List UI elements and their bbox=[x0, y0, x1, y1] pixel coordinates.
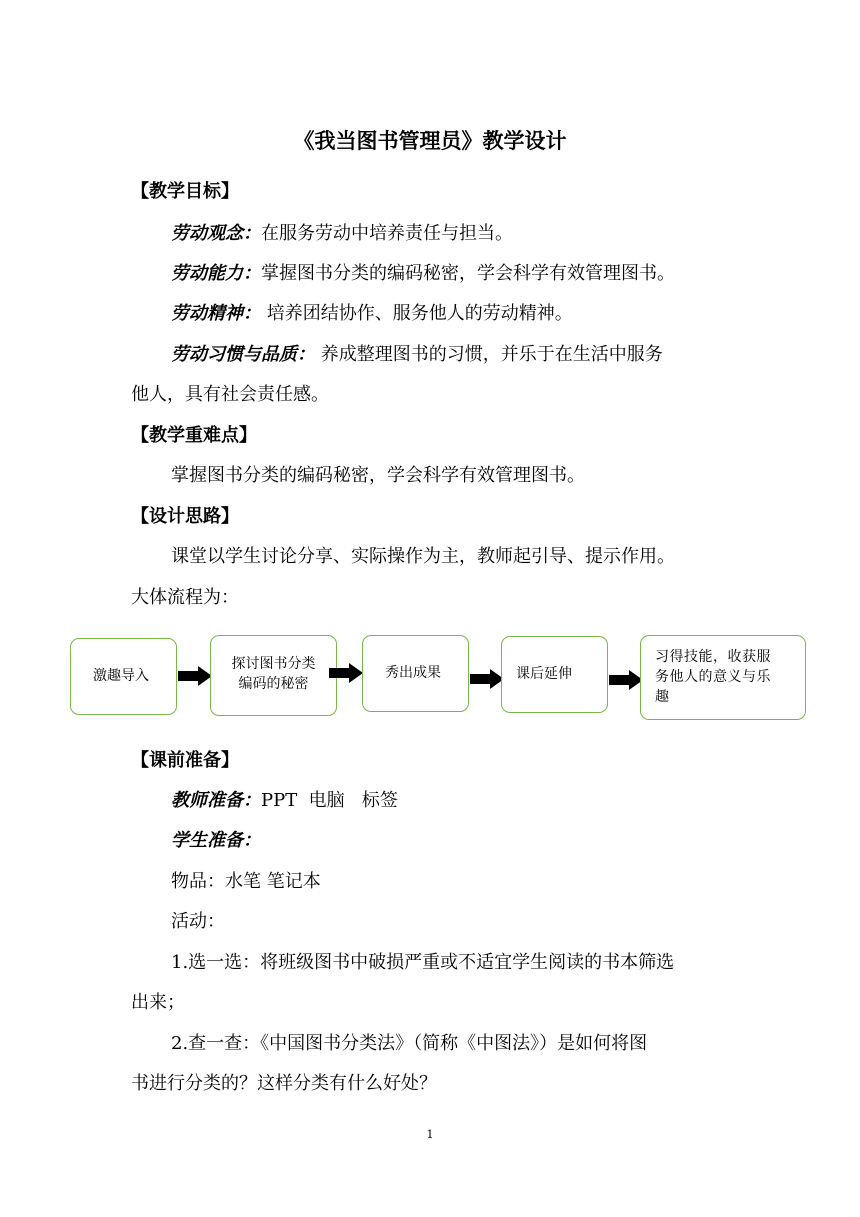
flow-step-label: 秀出成果 bbox=[385, 665, 441, 681]
flow-step-extension bbox=[501, 636, 608, 713]
objective-spirit bbox=[171, 302, 573, 326]
section-heading-key-points: 【教学重难点】 bbox=[131, 425, 257, 446]
objective-ability bbox=[171, 262, 675, 286]
arrow-right-icon bbox=[329, 663, 363, 683]
preparation-activities: 活动： bbox=[171, 911, 225, 932]
section-heading-preparation: 【课前准备】 bbox=[131, 750, 239, 771]
flow-step-showcase bbox=[362, 635, 469, 712]
preparation-label: 学生准备： bbox=[171, 830, 261, 851]
preparation-items: 物品：水笔 笔记本 bbox=[171, 871, 321, 892]
flow-step-label: 趣 bbox=[655, 689, 670, 705]
flow-step-label: 编码的秘密 bbox=[238, 676, 309, 692]
flow-step-label: 课后延伸 bbox=[516, 666, 572, 682]
arrow-right-icon bbox=[609, 670, 643, 690]
flow-step-intro bbox=[70, 638, 177, 715]
page-title: 《我当图书管理员》教学设计 bbox=[293, 129, 567, 153]
activity-2-continued: 书进行分类的？这样分类有什么好处？ bbox=[131, 1073, 437, 1094]
objective-habit bbox=[171, 343, 663, 367]
objective-text: 培养团结协作、服务他人的劳动精神。 bbox=[261, 303, 573, 324]
activity-1-continued: 出来； bbox=[131, 992, 185, 1013]
activity-2: 2.查一查：《中国图书分类法》（简称《中图法》）是如何将图 bbox=[171, 1033, 648, 1054]
objective-text: 养成整理图书的习惯，并乐于在生活中服务 bbox=[315, 344, 663, 365]
objective-label: 劳动精神： bbox=[171, 303, 261, 324]
flow-step-label: 习得技能，收获服 bbox=[655, 649, 771, 665]
arrow-right-icon bbox=[470, 669, 504, 689]
section-heading-design: 【设计思路】 bbox=[131, 506, 239, 527]
objective-label: 劳动习惯与品质： bbox=[171, 344, 315, 365]
design-text-continued: 大体流程为： bbox=[131, 587, 239, 608]
objective-text: 掌握图书分类的编码秘密，学会科学有效管理图书。 bbox=[261, 263, 675, 284]
design-text: 课堂以学生讨论分享、实际操作为主，教师起引导、提示作用。 bbox=[171, 546, 675, 567]
teacher-preparation bbox=[171, 789, 398, 813]
objective-text: 在服务劳动中培养责任与担当。 bbox=[261, 223, 513, 244]
flow-step-label: 激趣导入 bbox=[93, 668, 149, 684]
objective-label: 劳动能力： bbox=[171, 263, 261, 284]
student-preparation bbox=[171, 829, 261, 853]
objective-concept bbox=[171, 222, 513, 246]
key-points-text: 掌握图书分类的编码秘密，学会科学有效管理图书。 bbox=[171, 465, 585, 486]
objective-habit-continued: 他人，具有社会责任感。 bbox=[131, 384, 329, 405]
section-heading-objectives: 【教学目标】 bbox=[131, 181, 239, 202]
arrow-right-icon bbox=[178, 666, 212, 686]
page-number: 1 bbox=[426, 1128, 434, 1141]
objective-label: 劳动观念： bbox=[171, 223, 261, 244]
flow-step-label: 探讨图书分类 bbox=[231, 656, 316, 672]
preparation-label: 教师准备： bbox=[171, 790, 261, 811]
activity-1: 1.选一选：将班级图书中破损严重或不适宜学生阅读的书本筛选 bbox=[171, 952, 675, 973]
flow-step-outcome bbox=[640, 635, 806, 720]
preparation-text: PPT 电脑 标签 bbox=[261, 790, 398, 811]
flow-step-label: 务他人的意义与乐 bbox=[655, 669, 771, 685]
flow-step-explore bbox=[210, 635, 337, 716]
